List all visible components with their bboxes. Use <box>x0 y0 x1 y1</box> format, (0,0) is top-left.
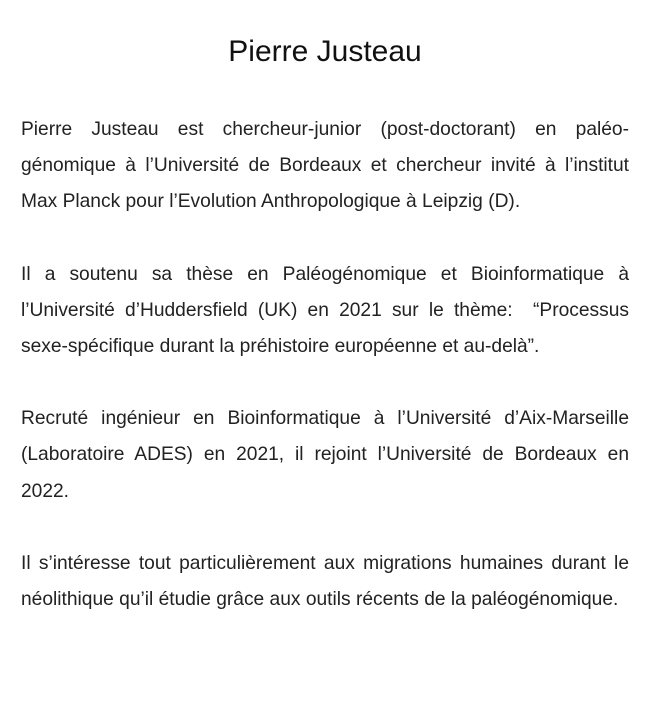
bio-paragraph-3: Recruté ingénieur en Bioinformatique à l’Université d’Aix-Marseille (Laboratoire ADES) en 2021, il rejoint l’Université de Bordeaux en 2022. <box>21 408 629 502</box>
page-title: Pierre Justeau <box>228 35 422 68</box>
bio-page <box>21 0 629 618</box>
bio-paragraph-1: Pierre Justeau est chercheur-junior (post-doctorant) en paléo-génomique à l’Université de Bordeaux et chercheur invité à l’institut Max Planck pour l’Evolution Anthropologique à Leipzig (D). <box>21 119 629 213</box>
bio-paragraph-2: Il a soutenu sa thèse en Paléogénomique et Bioinformatique à l’Université d’Huddersfield (UK) en 2021 sur le thème: “Processus sexe-spécifique durant la préhistoire européenne et au-delà”. <box>21 263 629 358</box>
bio-paragraph-4: Il s’intéresse tout particulièrement aux migrations humaines durant le néolithique qu’il étudie grâce aux outils récents de la paléogénomique. <box>21 552 629 611</box>
bio-text <box>21 112 629 618</box>
